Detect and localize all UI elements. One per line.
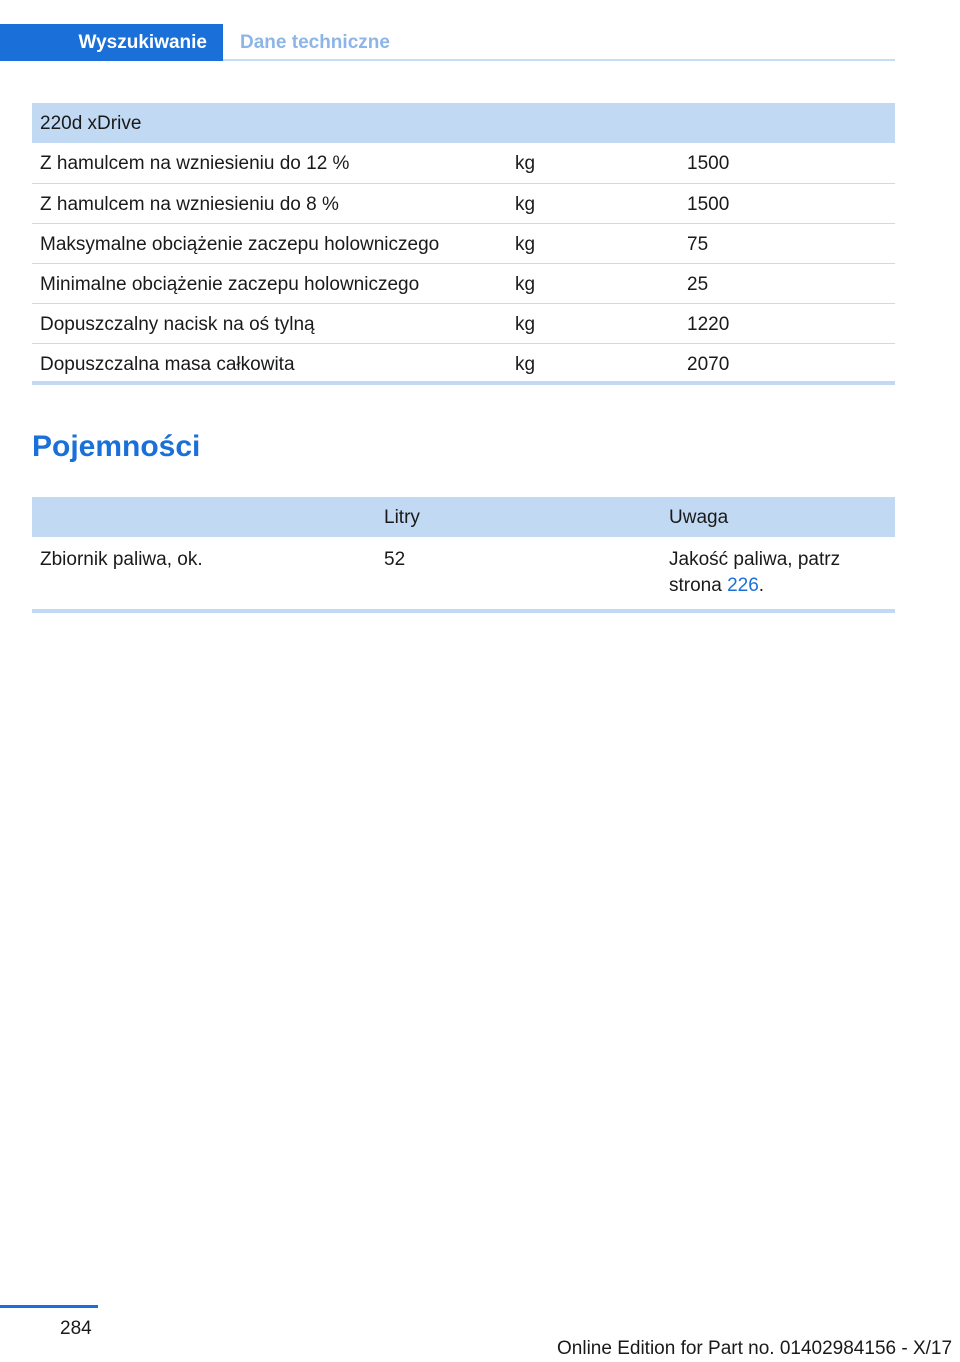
- row-value: 52: [376, 537, 661, 611]
- row-unit: kg: [507, 343, 679, 383]
- row-note: [661, 537, 895, 611]
- section-title: Pojemności: [32, 430, 201, 463]
- footer-accent-line: [0, 1305, 98, 1308]
- header-uwaga: Uwaga: [661, 497, 895, 537]
- row-unit: kg: [507, 223, 679, 263]
- row-label: Minimalne obciążenie zaczepu holowniczego: [32, 263, 507, 303]
- header-litry: Litry: [376, 497, 661, 537]
- table-row: [32, 223, 895, 263]
- row-label: Dopuszczalny nacisk na oś tylną: [32, 303, 507, 343]
- row-value: 1220: [679, 303, 895, 343]
- top-tabs: [0, 24, 895, 61]
- table-header-row: [32, 103, 895, 143]
- row-label: Maksymalne obciążenie zaczepu holowniczego: [32, 223, 507, 263]
- weights-table: [32, 103, 895, 385]
- table-row: [32, 537, 895, 611]
- row-unit: kg: [507, 303, 679, 343]
- capacities-table: [32, 497, 895, 613]
- row-label: Z hamulcem na wzniesieniu do 12 %: [32, 143, 507, 183]
- page-link[interactable]: 226: [727, 575, 759, 596]
- page-number: 284: [60, 1318, 92, 1339]
- row-label: Z hamulcem na wzniesieniu do 8 %: [32, 183, 507, 223]
- row-value: 1500: [679, 143, 895, 183]
- table-row: [32, 263, 895, 303]
- row-label: Dopuszczalna masa całkowita: [32, 343, 507, 383]
- table-header-row: [32, 497, 895, 537]
- note-line1: Jakość paliwa, patrz: [669, 549, 841, 570]
- table-row: [32, 343, 895, 383]
- table-row: [32, 303, 895, 343]
- row-unit: kg: [507, 183, 679, 223]
- tab-underline: [223, 59, 895, 61]
- note-suffix: .: [758, 575, 765, 596]
- row-value: 75: [679, 223, 895, 263]
- tab-wyszukiwanie[interactable]: Wyszukiwanie: [0, 24, 223, 61]
- table-row: [32, 183, 895, 223]
- row-label: Zbiornik paliwa, ok.: [32, 537, 376, 611]
- note-prefix: strona: [669, 575, 728, 596]
- row-value: 2070: [679, 343, 895, 383]
- row-unit: kg: [507, 143, 679, 183]
- row-value: 1500: [679, 183, 895, 223]
- tab-dane-techniczne[interactable]: Dane techniczne: [240, 31, 390, 53]
- edition-text: Online Edition for Part no. 01402984156 - X/17: [557, 1338, 953, 1359]
- row-value: 25: [679, 263, 895, 303]
- table-header: 220d xDrive: [32, 103, 895, 143]
- header-empty: [32, 497, 376, 537]
- table-row: [32, 143, 895, 183]
- row-unit: kg: [507, 263, 679, 303]
